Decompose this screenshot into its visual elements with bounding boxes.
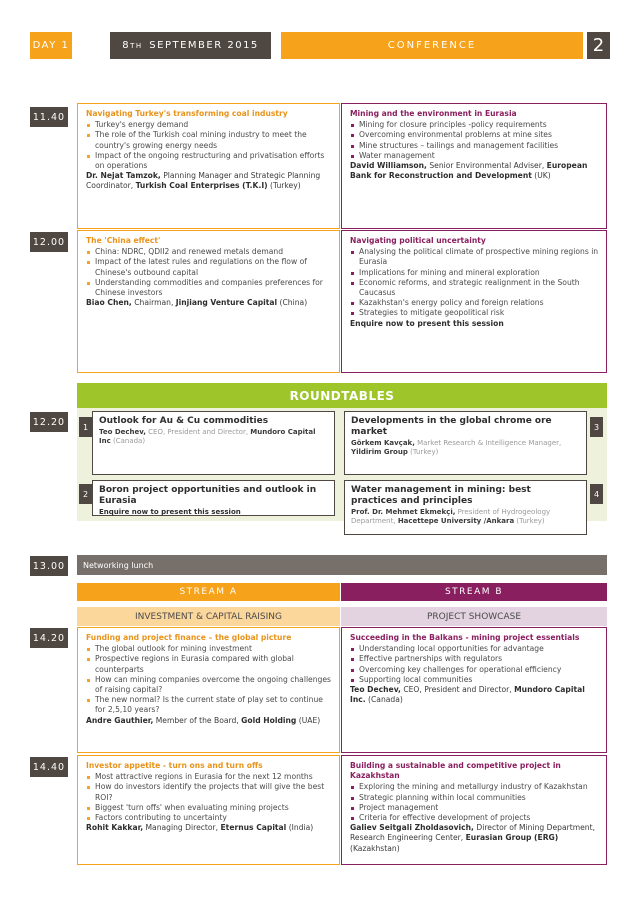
- session-title: Mining and the environment in Eurasia: [350, 109, 517, 118]
- roundtable-title: Water management in mining: best practices and principles: [351, 485, 531, 506]
- bullet-item: Economic reforms, and strategic realignment in the South Caucasus: [350, 278, 600, 298]
- session-card: [341, 103, 607, 229]
- session-card: [77, 230, 340, 373]
- speaker-name: Galiev Seitgali Zholdasovich,: [350, 823, 474, 833]
- speaker-country: (Canada): [365, 695, 403, 705]
- bullet-item: Mining for closure principles -policy requirements: [350, 120, 600, 130]
- speaker-org: Yildirim Group: [351, 448, 408, 456]
- bullet-list: [350, 120, 600, 161]
- speaker-name: Teo Dechev,: [350, 685, 401, 695]
- bullet-list: [350, 644, 600, 685]
- speaker-country: (India): [286, 823, 314, 833]
- session-title: Navigating political uncertainty: [350, 236, 486, 245]
- speaker-org: Jinjiang Venture Capital: [175, 298, 278, 308]
- speaker-org: Turkish Coal Enterprises (T.K.I): [135, 181, 268, 191]
- speaker-country: (Canada): [110, 437, 146, 445]
- speaker-name: Görkem Kavçak,: [351, 439, 415, 447]
- bullet-item: Mine structures – tailings and management facilities: [350, 141, 600, 151]
- enquire-link[interactable]: Enquire now to present this session: [350, 318, 504, 328]
- date-rest: SEPTEMBER 2015: [144, 40, 259, 51]
- session-card: [77, 103, 340, 229]
- bullet-item: How can mining companies overcome the ongoing challenges of raising capital?: [86, 675, 333, 695]
- roundtable-title: Developments in the global chrome ore market: [351, 416, 552, 437]
- roundtable-title: Boron project opportunities and outlook in Eurasia: [99, 485, 317, 506]
- speaker-role: Member of the Board,: [153, 715, 242, 725]
- date-day: 8: [122, 40, 131, 51]
- speaker-org: Hacettepe University /Ankara: [397, 517, 515, 525]
- bullet-item: Analysing the political climate of prospective mining regions in Eurasia: [350, 247, 600, 267]
- bullet-item: Understanding local opportunities for advantage: [350, 644, 600, 654]
- bullet-item: Strategic planning within local communities: [350, 793, 600, 803]
- speaker-country: (China): [277, 298, 308, 308]
- stream-a-banner: STREAM A: [77, 583, 340, 601]
- speaker-line: [350, 685, 600, 705]
- bullet-list: [86, 644, 333, 715]
- session-title: Investor appetite - turn ons and turn offs: [86, 761, 263, 770]
- speaker-role: Chairman,: [131, 298, 176, 308]
- session-card: [341, 230, 607, 373]
- time-slot: 12.20: [30, 412, 68, 432]
- speaker-line: [350, 161, 600, 181]
- bullet-item: The new normal? Is the current state of play set to continue for 2,5,10 years?: [86, 695, 333, 715]
- day-badge: DAY 1: [30, 32, 72, 59]
- bullet-item: Factors contributing to uncertainty: [86, 813, 333, 823]
- bullet-item: Impact of the latest rules and regulations on the flow of Chinese's outbound capital: [86, 257, 333, 277]
- speaker-name: Andre Gauthier,: [86, 715, 154, 725]
- bullet-item: Implications for mining and mineral exploration: [350, 268, 600, 278]
- bullet-item: Most attractive regions in Eurasia for the next 12 months: [86, 772, 333, 782]
- bullet-list: [350, 782, 600, 823]
- networking-bar: Networking lunch: [77, 555, 607, 575]
- speaker-org: Mundoro Capital Inc: [99, 428, 316, 445]
- bullet-item: Project management: [350, 803, 600, 813]
- time-slot: 14.20: [30, 628, 68, 648]
- speaker-line: [86, 716, 333, 726]
- bullet-item: Turkey's energy demand: [86, 120, 333, 130]
- speaker-name: Prof. Dr. Mehmet Ekmekçi,: [351, 508, 456, 516]
- speaker-line: [86, 298, 333, 308]
- roundtables-heading: ROUNDTABLES: [77, 383, 607, 408]
- bullet-item: Overcoming key challenges for operational efficiency: [350, 665, 600, 675]
- roundtable-card: [92, 480, 335, 516]
- bullet-list: [86, 247, 333, 298]
- session-title: Funding and project finance – the global picture: [86, 633, 292, 642]
- speaker-line: [350, 823, 600, 854]
- speaker-country: (UAE): [296, 715, 321, 725]
- time-slot: 11.40: [30, 107, 68, 127]
- bullet-item: The global outlook for mining investment: [86, 644, 333, 654]
- speaker-role: CEO, President and Director,: [145, 428, 251, 436]
- speaker-line: [99, 428, 328, 446]
- bullet-item: Supporting local communities: [350, 675, 600, 685]
- bullet-item: Exploring the mining and metallurgy industry of Kazakhstan: [350, 782, 600, 792]
- session-card: [77, 755, 340, 865]
- bullet-list: [350, 247, 600, 318]
- speaker-name: Rohit Kakkar,: [86, 823, 144, 833]
- bullet-item: Overcoming environmental problems at mine sites: [350, 130, 600, 140]
- roundtable-number: 2: [79, 484, 92, 504]
- session-title: The 'China effect': [86, 236, 161, 245]
- time-slot: 14.40: [30, 757, 68, 777]
- speaker-name: Teo Dechev,: [99, 428, 146, 436]
- roundtable-card: [344, 411, 587, 475]
- time-slot: 12.00: [30, 232, 68, 252]
- session-card: [341, 627, 607, 753]
- date-banner: [110, 32, 271, 59]
- session-card: [341, 755, 607, 865]
- session-title: Navigating Turkey's transforming coal industry: [86, 109, 288, 118]
- speaker-name: Dr. Nejat Tamzok,: [86, 171, 161, 181]
- speaker-org: Eternus Capital: [220, 823, 287, 833]
- roundtable-number: 3: [590, 417, 603, 437]
- session-card: [77, 627, 340, 753]
- speaker-country: (Turkey): [407, 448, 439, 456]
- speaker-country: (Turkey): [267, 181, 301, 191]
- speaker-role: Market Research & Intelligence Manager,: [414, 439, 564, 447]
- speaker-name: David Williamson,: [350, 161, 427, 171]
- speaker-country: (UK): [531, 171, 551, 181]
- bullet-item: Understanding commodities and companies preferences for Chinese investors: [86, 278, 333, 298]
- speaker-org: Gold Holding: [241, 715, 297, 725]
- bullet-item: China: NDRC, QDII2 and renewed metals demand: [86, 247, 333, 257]
- speaker-role: Planning Manager and Strategic Planning Coordinator,: [86, 171, 323, 191]
- bullet-item: How do investors identify the projects that will give the best ROI?: [86, 782, 333, 802]
- speaker-role: Managing Director,: [143, 823, 221, 833]
- roundtable-card: [92, 411, 335, 475]
- speaker-country: (Kazakhstan): [350, 833, 561, 853]
- roundtable-title: Outlook for Au & Cu commodities: [99, 416, 269, 426]
- speaker-line: [351, 508, 580, 526]
- speaker-line: [351, 439, 580, 457]
- time-slot: 13.00: [30, 556, 68, 576]
- bullet-item: Biggest 'turn offs' when evaluating mining projects: [86, 803, 333, 813]
- bullet-list: [86, 120, 333, 171]
- bullet-list: [86, 772, 333, 823]
- roundtable-number: 4: [590, 484, 603, 504]
- speaker-org: Eurasian Group (ERG): [465, 833, 559, 843]
- speaker-line: [86, 823, 333, 833]
- speaker-org: Mundoro Capital Inc.: [350, 685, 585, 705]
- bullet-item: Kazakhstan's energy policy and foreign relations: [350, 298, 600, 308]
- session-title: Building a sustainable and competitive project in Kazakhstan: [350, 761, 561, 781]
- roundtable-card: [344, 480, 587, 535]
- speaker-role: CEO, President and Director,: [400, 685, 515, 695]
- stream-a-subtitle: INVESTMENT & CAPITAL RAISING: [77, 607, 340, 626]
- bullet-item: Prospective regions in Eurasia compared with global counterparts: [86, 654, 333, 674]
- speaker-line: [86, 171, 333, 191]
- speaker-role: Senior Environmental Adviser,: [426, 161, 547, 171]
- session-title: Succeeding in the Balkans - mining project essentials: [350, 633, 580, 642]
- bullet-item: Criteria for effective development of projects: [350, 813, 600, 823]
- bullet-item: The role of the Turkish coal mining industry to meet the country's growing energy needs: [86, 130, 333, 150]
- speaker-role: President of Hydrogeology Department,: [351, 508, 553, 525]
- stream-b-subtitle: PROJECT SHOWCASE: [341, 607, 607, 626]
- bullet-item: Water management: [350, 151, 600, 161]
- speaker-role: Director of Mining Department, Research Engineering Center,: [350, 823, 598, 843]
- roundtable-number: 1: [79, 417, 92, 437]
- page-number: 2: [587, 32, 610, 59]
- speaker-country: (Turkey): [514, 517, 545, 525]
- enquire-link[interactable]: Enquire now to present this session: [99, 508, 241, 516]
- speaker-name: Biao Chen,: [86, 298, 132, 308]
- stream-b-banner: STREAM B: [341, 583, 607, 601]
- bullet-item: Strategies to mitigate geopolitical risk: [350, 308, 600, 318]
- date-suffix: TH: [130, 41, 143, 50]
- speaker-org: European Bank for Reconstruction and Development: [350, 161, 588, 181]
- bullet-item: Effective partnerships with regulators: [350, 654, 600, 664]
- bullet-item: Impact of the ongoing restructuring and privatisation efforts on operations: [86, 151, 333, 171]
- section-banner: CONFERENCE: [281, 32, 583, 59]
